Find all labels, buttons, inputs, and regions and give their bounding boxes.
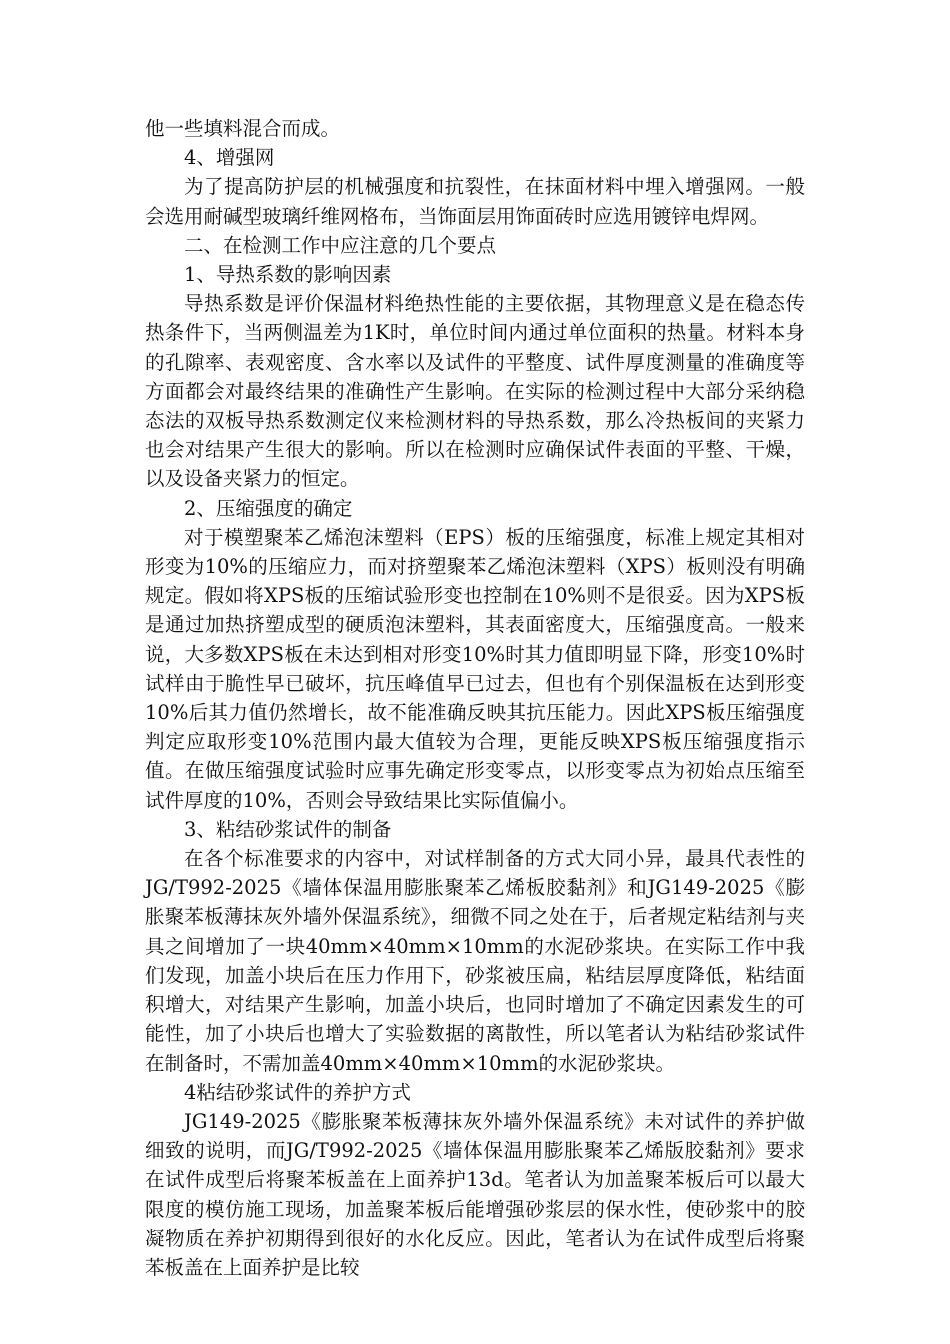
document-body (145, 114, 805, 1282)
section-heading: 二、在检测工作中应注意的几个要点 (184, 233, 497, 257)
paragraph: 在各个标准要求的内容中，对试样制备的方式大同小异，最具代表性的JG/T992-2025《墙体保温用膨胀聚苯乙烯板胶黏剂》和JG149-2025《膨胀聚苯板薄抹灰外墙外保温系统》，细微不同之处在于，后者规定粘结剂与夹具之间增加了一块40mm×40mm×10mm的水泥砂浆块。在实际工作中我们发现，加盖小块后在压力作用下，砂浆被压扁，粘结层厚度降低，粘结面积增大，对结果产生影响，加盖小块后，也同时增加了不确定因素发生的可能性，加了小块后也增大了实验数据的离散性，所以笔者认为粘结砂浆试件在制备时，不需加盖40mm×40mm×10mm的水泥砂浆块。 (145, 847, 805, 1075)
paragraph: 导热系数是评价保温材料绝热性能的主要依据，其物理意义是在稳态传热条件下，当两侧温差为1K时，单位时间内通过单位面积的热量。材料本身的孔隙率、表观密度、含水率以及试件的平整度、试件厚度测量的准确度等方面都会对最终结果的准确性产生影响。在实际的检测过程中大部分采纳稳态法的双板导热系数测定仪来检测材料的导热系数，那么冷热板间的夹紧力也会对结果产生很大的影响。所以在检测时应确保试件表面的平整、干燥，以及设备夹紧力的恒定。 (145, 292, 805, 491)
paragraph: JG149-2025《膨胀聚苯板薄抹灰外墙外保温系统》未对试件的养护做细致的说明，而JG/T992-2025《墙体保温用膨胀聚苯乙烯版胶黏剂》要求在试件成型后将聚苯板盖在上面养护13d。笔者认为加盖聚苯板后可以最大限度的模仿施工现场，加盖聚苯板后能增强砂浆层的保水性，使砂浆中的胶凝物质在养护初期得到很好的水化反应。因此，笔者认为在试件成型后将聚苯板盖在上面养护是比较 (145, 1109, 805, 1279)
section-heading: 3、粘结砂浆试件的制备 (184, 817, 392, 841)
section-heading: 1、导热系数的影响因素 (184, 263, 392, 287)
paragraph: 对于模塑聚苯乙烯泡沫塑料（EPS）板的压缩强度，标准上规定其相对形变为10%的压缩应力，而对挤塑聚苯乙烯泡沫塑料（XPS）板则没有明确规定。假如将XPS板的压缩试验形变也控制在10%则不是很妥。因为XPS板是通过加热挤塑成型的硬质泡沫塑料，其表面密度大，压缩强度高。一般来说，大多数XPS板在未达到相对形变10%时其力值即明显下降，形变10%时试样由于脆性早已破坏，抗压峰值早已过去，但也有个别保温板在达到形变10%后其力值仍然增长，故不能准确反映其抗压能力。因此XPS板压缩强度判定应取形变10%范围内最大值较为合理，更能反映XPS板压缩强度指示值。在做压缩强度试验时应事先确定形变零点，以形变零点为初始点压缩至试件厚度的10%，否则会导致结果比实际值偏小。 (145, 525, 805, 812)
paragraph: 他一些填料混合而成。 (145, 117, 341, 140)
section-heading: 2、压缩强度的确定 (184, 496, 353, 520)
section-heading: 4、增强网 (184, 146, 275, 170)
section-heading: 4粘结砂浆试件的养护方式 (184, 1080, 411, 1104)
paragraph: 为了提高防护层的机械强度和抗裂性，在抹面材料中埋入增强网。一般会选用耐碱型玻璃纤维网格布，当饰面层用饰面砖时应选用镀锌电焊网。 (145, 175, 805, 228)
